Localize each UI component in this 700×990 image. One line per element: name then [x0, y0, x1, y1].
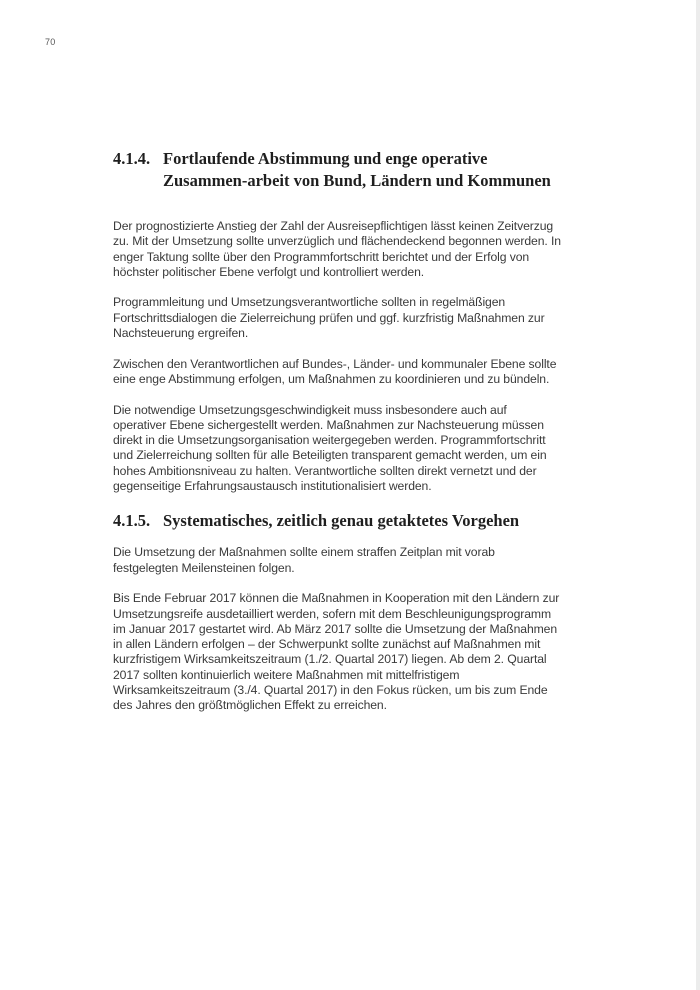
section-number: 4.1.5. — [113, 511, 151, 531]
section-heading-4-1-4 — [113, 148, 563, 192]
paragraph: Programmleitung und Umsetzungsverantwortliche sollten in regelmäßigen Fortschrittsdialogen die Zielerreichung prüfen und ggf. kurzfristig Maßnahmen zur Nachsteuerung ergreifen. — [113, 295, 545, 341]
paragraph: Zwischen den Verantwortlichen auf Bundes-, Länder- und kommunaler Ebene sollte eine enge Abstimmung erfolgen, um Maßnahmen zu koordinieren und zu bündeln. — [113, 356, 557, 386]
section-heading-4-1-5 — [113, 510, 563, 532]
paragraph: Der prognostizierte Anstieg der Zahl der Ausreisepflichtigen lässt keinen Zeitverzug zu. Mit der Umsetzung sollte unverzüglich und flächendeckend begonnen werden. In enger Taktung sollte über den Programmfortschritt berichtet und der Erfolg von höchster politischer Ebene verfolgt und kontrolliert werden. — [113, 219, 561, 279]
paragraph: Bis Ende Februar 2017 können die Maßnahmen in Kooperation mit den Ländern zur Umsetzungsreife ausdetailliert werden, sofern mit dem Beschleunigungsprogramm im Januar 2017 gestartet wird. Ab März 2017 sollte die Umsetzung der Maßnahmen in allen Ländern erfolgen – der Schwerpunkt sollte zunächst auf Maßnahmen mit kurzfristigem Wirksamkeitszeitraum (1./2. Quartal 2017) liegen. Ab dem 2. Quartal 2017 sollten kontinuierlich weitere Maßnahmen mit mittelfristigem Wirksamkeitszeitraum (3./4. Quartal 2017) in den Fokus rücken, um bis zum Ende des Jahres den größtmöglichen Effekt zu erreichen. — [113, 591, 560, 713]
section-title: Fortlaufende Abstimmung und enge operative Zusammen-arbeit von Bund, Ländern und Kommunen — [163, 149, 551, 190]
section-number: 4.1.4. — [113, 149, 151, 168]
page-content — [113, 148, 563, 729]
page-number: 70 — [45, 37, 56, 47]
paragraph: Die Umsetzung der Maßnahmen sollte einem straffen Zeitplan mit vorab festgelegten Meilensteinen folgen. — [113, 545, 495, 575]
section-title: Systematisches, zeitlich genau getaktetes Vorgehen — [163, 511, 520, 531]
paragraph: Die notwendige Umsetzungsgeschwindigkeit muss insbesondere auch auf operativer Ebene sichergestellt werden. Maßnahmen zur Nachsteuerung müssen direkt in die Umsetzungsorganisation weitergegeben werden. Programmfortschritt und Zielerreichung sollten für alle Beteiligten transparent gemacht werden, um ein hohes Ambitionsniveau zu halten. Verantwortliche sollten direkt vernetzt und der gegenseitige Erfahrungsaustausch institutionalisiert werden. — [113, 402, 547, 494]
page-edge — [696, 0, 700, 990]
